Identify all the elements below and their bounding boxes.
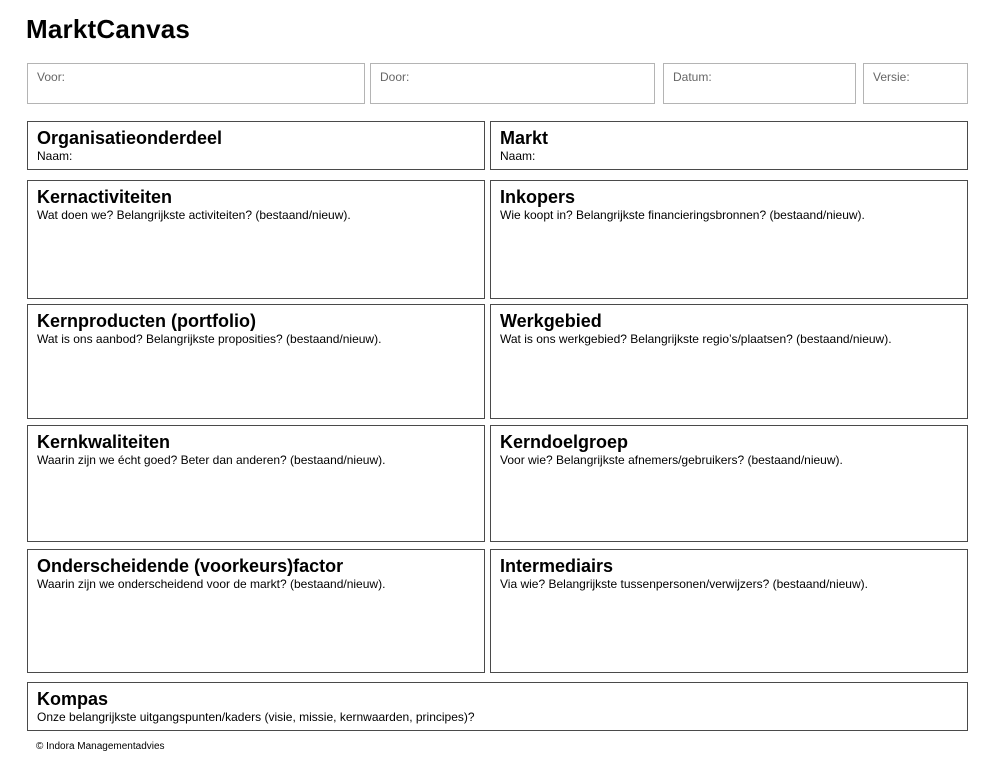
kerndoelgroep-box[interactable]: [490, 425, 968, 542]
kompas-box[interactable]: [27, 682, 968, 731]
organisatieonderdeel-subtitle: Naam:: [37, 149, 73, 163]
door-label: Door:: [380, 70, 410, 84]
onderscheidende-box[interactable]: [27, 549, 485, 673]
intermediairs-title: Intermediairs: [500, 556, 614, 576]
kerndoelgroep-subtitle: Voor wie? Belangrijkste afnemers/gebruikers? (bestaand/nieuw).: [500, 453, 843, 467]
kernactiviteiten-title: Kernactiviteiten: [37, 187, 173, 207]
kernproducten-subtitle: Wat is ons aanbod? Belangrijkste proposities? (bestaand/nieuw).: [37, 332, 382, 346]
markt-box[interactable]: [490, 121, 968, 170]
datum-label: Datum:: [673, 70, 712, 84]
inkopers-title: Inkopers: [500, 187, 576, 207]
werkgebied-title: Werkgebied: [500, 311, 602, 331]
kernactiviteiten-subtitle: Wat doen we? Belangrijkste activiteiten? (bestaand/nieuw).: [37, 208, 351, 222]
kompas-title: Kompas: [37, 689, 109, 709]
organisatieonderdeel-box[interactable]: [27, 121, 485, 170]
organisatieonderdeel-title: Organisatieonderdeel: [37, 128, 223, 148]
onderscheidende-subtitle: Waarin zijn we onderscheidend voor de markt? (bestaand/nieuw).: [37, 577, 386, 591]
kerndoelgroep-title: Kerndoelgroep: [500, 432, 629, 452]
intermediairs-subtitle: Via wie? Belangrijkste tussenpersonen/verwijzers? (bestaand/nieuw).: [500, 577, 868, 591]
page-title: MarktCanvas: [26, 14, 191, 44]
kernactiviteiten-box[interactable]: [27, 180, 485, 299]
versie-field[interactable]: [863, 63, 968, 104]
werkgebied-subtitle: Wat is ons werkgebied? Belangrijkste regio’s/plaatsen? (bestaand/nieuw).: [500, 332, 892, 346]
inkopers-box[interactable]: [490, 180, 968, 299]
markt-subtitle: Naam:: [500, 149, 536, 163]
datum-field[interactable]: [663, 63, 856, 104]
voor-label: Voor:: [37, 70, 66, 84]
werkgebied-box[interactable]: [490, 304, 968, 419]
kernproducten-title: Kernproducten (portfolio): [37, 311, 256, 331]
inkopers-subtitle: Wie koopt in? Belangrijkste financieringsbronnen? (bestaand/nieuw).: [500, 208, 865, 222]
kernproducten-box[interactable]: [27, 304, 485, 419]
kernkwaliteiten-subtitle: Waarin zijn we écht goed? Beter dan anderen? (bestaand/nieuw).: [37, 453, 386, 467]
markt-title: Markt: [500, 128, 549, 148]
kernkwaliteiten-box[interactable]: [27, 425, 485, 542]
voor-field[interactable]: [27, 63, 365, 104]
intermediairs-box[interactable]: [490, 549, 968, 673]
onderscheidende-title: Onderscheidende (voorkeurs)factor: [37, 556, 344, 576]
door-field[interactable]: [370, 63, 655, 104]
copyright-footer: © Indora Managementadvies: [36, 741, 165, 752]
versie-label: Versie:: [873, 70, 910, 84]
kompas-subtitle: Onze belangrijkste uitgangspunten/kaders (visie, missie, kernwaarden, principes)?: [37, 710, 475, 724]
kernkwaliteiten-title: Kernkwaliteiten: [37, 432, 171, 452]
